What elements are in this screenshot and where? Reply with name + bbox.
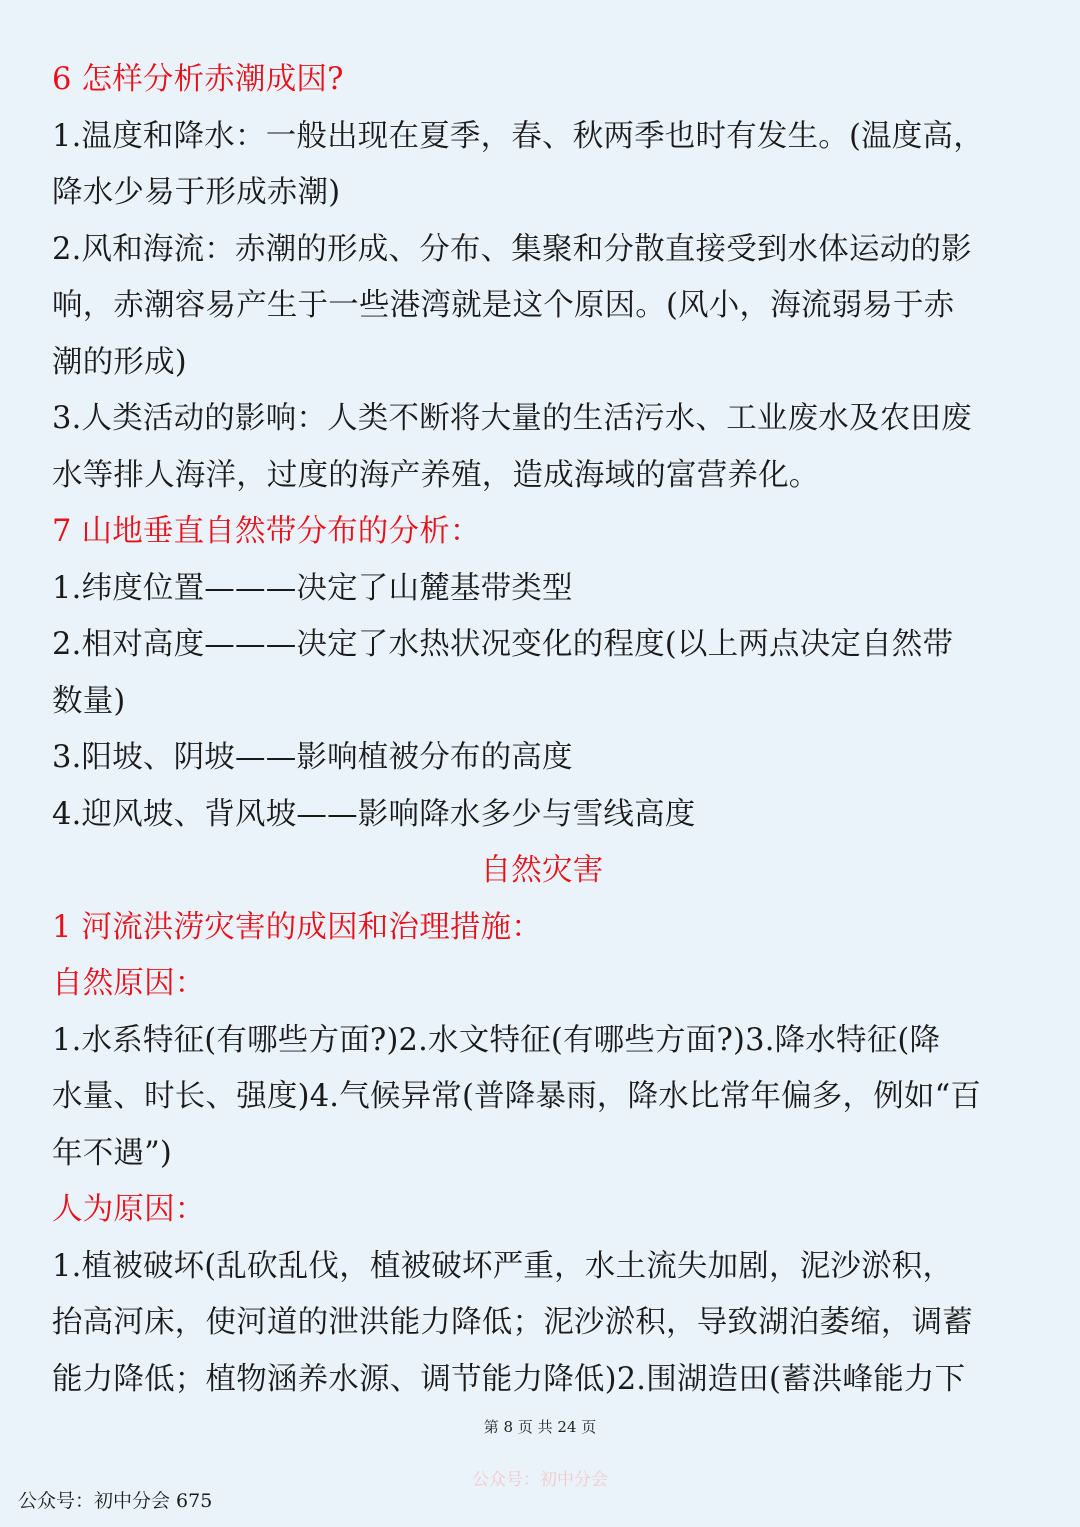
- body-line: 水量、时长、强度)4.气候异常(普降暴雨，降水比常年偏多，例如“百: [52, 1079, 982, 1114]
- section-heading-mountain-zones: 7 山地垂直自然带分布的分析：: [52, 514, 481, 549]
- watermark: 公众号：初中分会: [472, 1470, 608, 1490]
- body-line: 数量): [52, 683, 126, 719]
- body-line: 4.迎风坡、背风坡——影响降水多少与雪线高度: [52, 796, 696, 832]
- body-line: 能力降低；植物涵养水源、调节能力降低)2.围湖造田(蓄洪峰能力下: [52, 1361, 966, 1397]
- body-line: 降水少易于形成赤潮): [52, 175, 341, 210]
- page-number: 第 8 页 共 24 页: [483, 1418, 597, 1436]
- document-body: [52, 52, 1032, 1408]
- body-line: 水等排人海洋，过度的海产养殖，造成海域的富营养化。: [52, 457, 820, 493]
- body-line: 3.人类活动的影响：人类不断将大量的生活污水、工业废水及农田废: [52, 401, 972, 436]
- body-line: 3.阳坡、阴坡——影响植被分布的高度: [52, 740, 573, 775]
- body-line: 1.植被破坏(乱砍乱伐，植被破坏严重，水土流失加剧，泥沙淤积，: [52, 1248, 954, 1284]
- chapter-title: 自然灾害: [480, 853, 604, 888]
- body-line: 1.温度和降水：一般出现在夏季，春、秋两季也时有发生。(温度高，: [52, 118, 984, 154]
- section-heading-red-tide: 6 怎样分析赤潮成因?: [52, 62, 344, 97]
- body-line: 2.风和海流：赤潮的形成、分布、集聚和分散直接受到水体运动的影: [52, 231, 972, 267]
- body-line: 抬高河床，使河道的泄洪能力降低；泥沙淤积，导致湖泊萎缩，调蓄: [52, 1305, 973, 1340]
- account-label: 公众号：初中分会 675: [18, 1490, 213, 1512]
- body-line: 1.水系特征(有哪些方面?)2.水文特征(有哪些方面?)3.降水特征(降: [52, 1022, 941, 1058]
- body-line: 1.纬度位置———决定了山麓基带类型: [52, 570, 573, 606]
- section-heading-flood: 1 河流洪涝灾害的成因和治理措施：: [52, 909, 542, 945]
- body-line: 2.相对高度———决定了水热状况变化的程度(以上两点决定自然带: [52, 627, 954, 662]
- body-line: 潮的形成): [52, 344, 187, 380]
- body-line: 响，赤潮容易产生于一些港湾就是这个原因。(风小，海流弱易于赤: [52, 288, 955, 323]
- subheading-natural-causes: 自然原因：: [52, 966, 206, 1001]
- subheading-human-causes: 人为原因：: [52, 1192, 206, 1227]
- body-line: 年不遇”): [52, 1135, 172, 1171]
